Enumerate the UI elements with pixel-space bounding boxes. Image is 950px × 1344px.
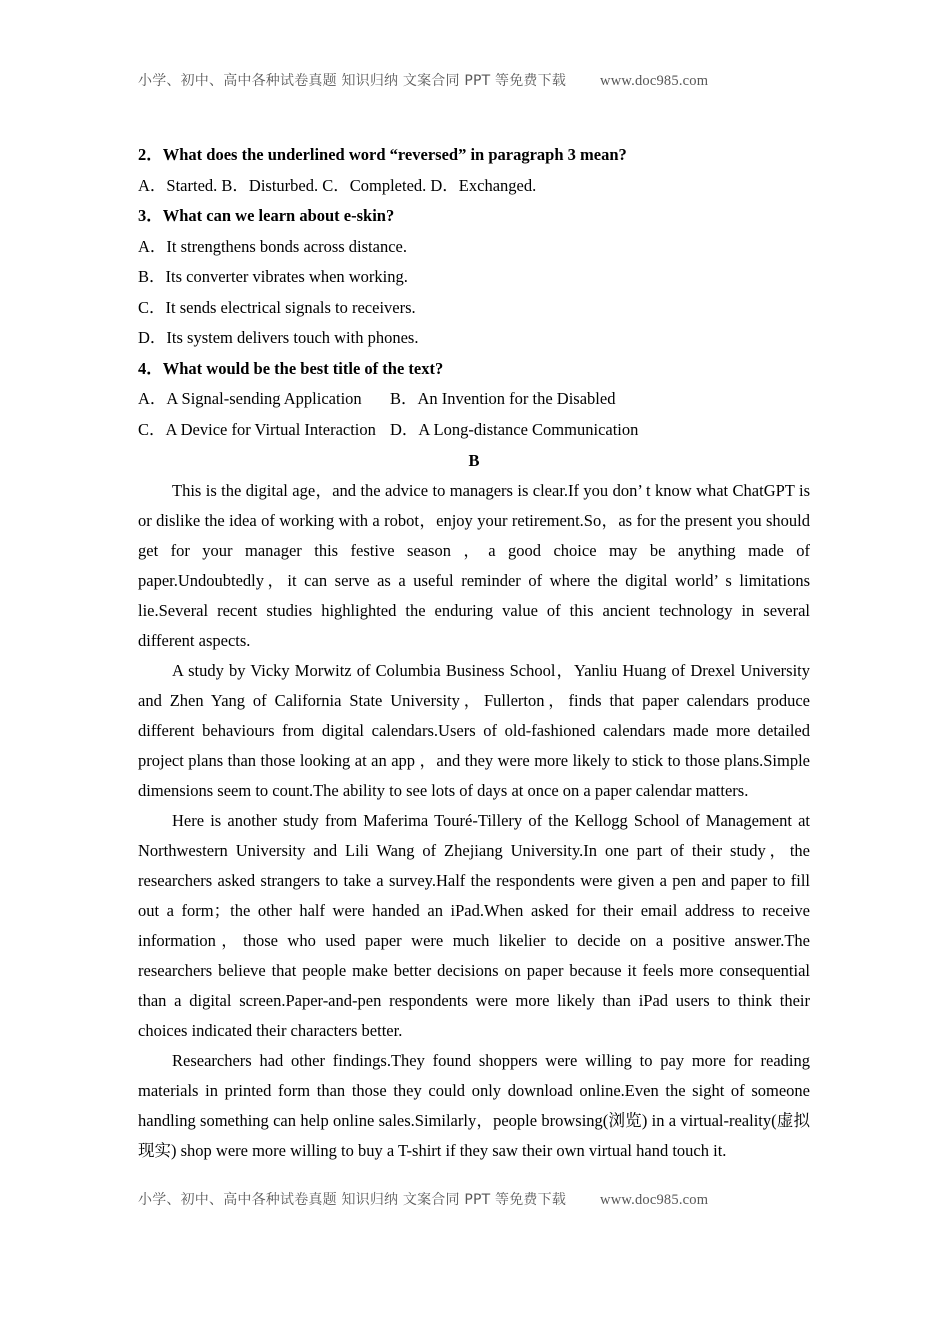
question-4-stem: 4．What would be the best title of the text? [138, 358, 444, 378]
section-label-b: B [468, 451, 480, 470]
passage-paragraph-1: This is the digital age，and the advice to managers is clear.If you don’ t know what ChatGPT is or dislike the idea of working with a robot，enjoy your retirement.So，as for the present you should get for your manager this festive season ，a good choice may be anything made of paper.Undoubtedly，it can serve as a useful reminder of where the digital world’ s limitations lie.Several recent studies highlighted the enduring value of this ancient technology in several different aspects. [138, 481, 810, 650]
question-3-option-b[interactable]: B．Its converter vibrates when working. [138, 267, 408, 286]
question-3-option-a[interactable]: A．It strengthens bonds across distance. [138, 236, 407, 256]
question-3-option-d[interactable]: D．Its system delivers touch with phones. [138, 328, 419, 347]
question-4-option-d[interactable]: D．A Long-distance Communication [390, 419, 639, 439]
question-3-option-c[interactable]: C．It sends electrical signals to receivers. [138, 297, 416, 317]
footer-watermark [138, 1189, 838, 1209]
passage-paragraph-4: Researchers had other findings.They found shoppers were willing to pay more for reading materials in printed form than those they could only download online.Even the sight of someone handling something can help online sales.Similarly，people browsing(浏览) in a virtual-reality(虚拟现实) shop were more willing to buy a T-shirt if they saw their own virtual hand touch it. [138, 1051, 810, 1160]
question-2-options-inline[interactable]: A．Started. B．Disturbed. C．Completed. D．Exchanged. [138, 175, 537, 195]
footer-watermark-text: 小学、初中、高中各种试卷真题 知识归纳 文案合同 PPT 等免费下载 [138, 1192, 567, 1208]
passage-paragraph-3: Here is another study from Maferima Touré-Tillery of the Kellogg School of Management at Northwestern University and Lili Wang of Zhejiang University.In one part of their study，the researchers asked strangers to take a survey.Half the respondents were given a pen and paper to fill out a form；the other half were handed an iPad.When asked for their email address to receive information，those who used paper were much likelier to decide on a positive answer.The researchers believe that people make better decisions on paper because it feels more consequential than a digital screen.Paper-and-pen respondents were more likely than iPad users to think their choices indicated their characters better. [138, 811, 810, 1040]
question-4-option-b[interactable]: B．An Invention for the Disabled [390, 389, 616, 408]
document-content [138, 140, 810, 1166]
question-3-stem: 3．What can we learn about e-skin? [138, 206, 395, 225]
question-4-options-row-2 [138, 415, 810, 446]
header-watermark-url: www.doc985.com [600, 73, 709, 89]
question-4-option-a[interactable]: A．A Signal-sending Application [138, 389, 362, 408]
header-watermark-text: 小学、初中、高中各种试卷真题 知识归纳 文案合同 PPT 等免费下载 [138, 73, 567, 89]
footer-watermark-url: www.doc985.com [600, 1192, 709, 1208]
header-watermark [138, 70, 838, 90]
question-4-option-c[interactable]: C．A Device for Virtual Interaction [138, 419, 376, 439]
passage-paragraph-2: A study by Vicky Morwitz of Columbia Business School，Yanliu Huang of Drexel University and Zhen Yang of California State University，Fullerton，finds that paper calendars produce different behaviours from digital calendars.Users of old-fashioned calendars made more detailed project plans than those looking at an app ，and they were more likely to stick to those plans.Simple dimensions seem to count.The ability to see lots of days at once on a paper calendar matters. [138, 661, 810, 800]
question-2-stem: 2．What does the underlined word “reversed” in paragraph 3 mean? [138, 145, 627, 164]
question-4-options-row-1 [138, 384, 810, 415]
